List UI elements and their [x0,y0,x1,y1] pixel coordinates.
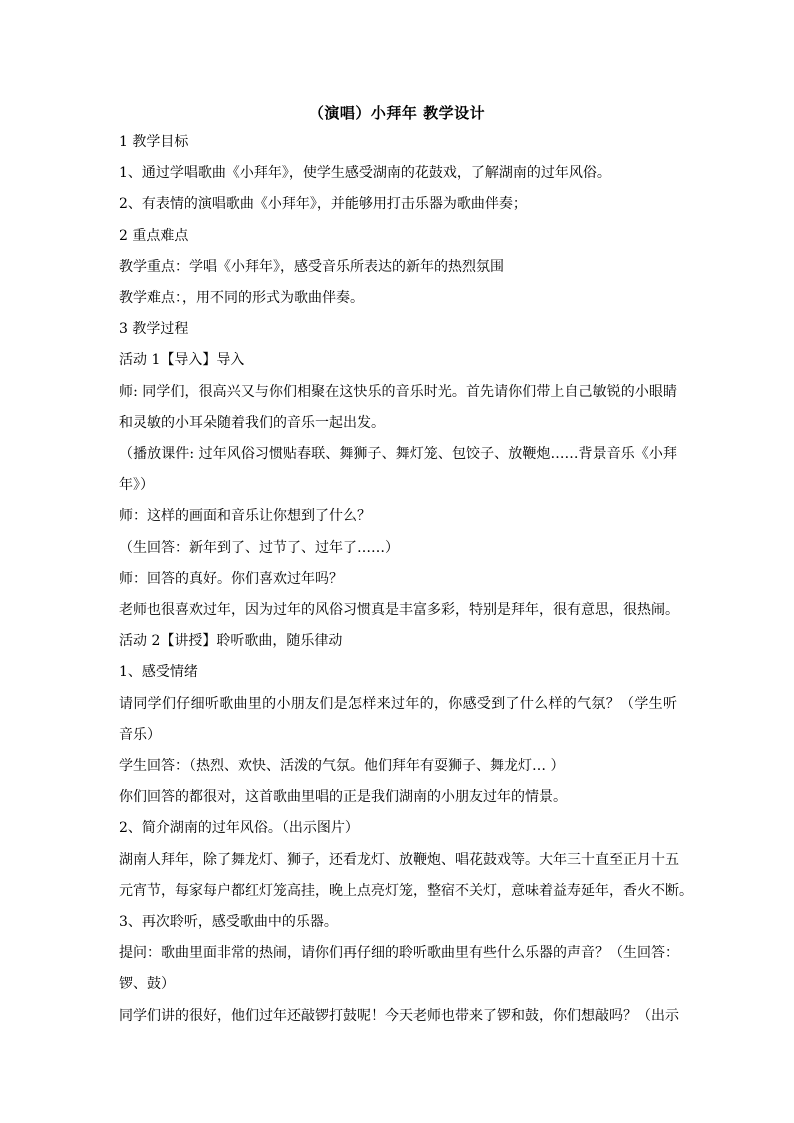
paragraph-line: 2、有表情的演唱歌曲《小拜年》，并能够用打击乐器为歌曲伴奏； [119,196,527,213]
paragraph-line: 1、感受情绪 [119,664,198,681]
paragraph-line: 师：这样的画面和音乐让你想到了什么？ [119,508,371,525]
paragraph-line: 师: 同学们，很高兴又与你们相聚在这快乐的音乐时光。首先请你们带上自己敏锐的小眼睛 [119,383,677,400]
paragraph-line: （播放课件: 过年风俗习惯贴春联、舞狮子、舞灯笼、包饺子、放鞭炮……背景音乐《小拜 [119,446,677,463]
paragraph-line: 锣、鼓） [119,976,175,993]
paragraph-line: 元宵节，每家每户都红灯笼高挂，晚上点亮灯笼，整宿不关灯，意味着益寿延年，香火不断。 [119,882,693,899]
section-heading-process: 3 教学过程 [119,321,189,338]
paragraph-line: 提问：歌曲里面非常的热闹，请你们再仔细的聆听歌曲里有些什么乐器的声音？（生回答： [119,945,679,962]
paragraph-line: 老师也很喜欢过年，因为过年的风俗习惯真是丰富多彩，特别是拜年，很有意思，很热闹。 [119,602,679,619]
paragraph-line: 和灵敏的小耳朵随着我们的音乐一起出发。 [119,414,385,431]
activity-heading: 活动 1【导入】导入 [119,352,245,369]
document-body [119,127,693,1032]
paragraph-line: 教学难点：，用不同的形式为歌曲伴奏。 [119,290,364,307]
paragraph-line: 音乐） [119,726,161,743]
paragraph-line: 2、简介湖南的过年风俗。（出示图片） [119,820,359,837]
document-title: （演唱）小拜年 教学设计 [308,104,486,122]
section-heading-objectives: 1 教学目标 [119,134,189,150]
paragraph-line: 教学重点：学唱《小拜年》，感受音乐所表达的新年的热烈氛围 [119,258,504,275]
paragraph-line: 学生回答：（热烈、欢快、活泼的气氛。他们拜年有耍狮子、舞龙灯… ） [119,758,565,775]
paragraph-line: 同学们讲的很好，他们过年还敲锣打鼓呢！今天老师也带来了锣和鼓，你们想敲吗？（出示 [119,1007,679,1024]
paragraph-line: 你们回答的都很对，这首歌曲里唱的正是我们湖南的小朋友过年的情景。 [119,789,567,806]
paragraph-line: 年》） [119,477,154,494]
paragraph-line: 师：回答的真好。你们喜欢过年吗？ [119,570,343,587]
paragraph-line: 湖南人拜年，除了舞龙灯、狮子，还看龙灯、放鞭炮、唱花鼓戏等。大年三十直至正月十五 [119,851,679,868]
section-heading-key-points: 2 重点难点 [119,227,189,244]
paragraph-line: 3、再次聆听，感受歌曲中的乐器。 [119,914,338,931]
paragraph-line: （生回答：新年到了、过节了、过年了……） [119,539,399,556]
activity-heading: 活动 2【讲授】聆听歌曲，随乐律动 [119,633,343,650]
paragraph-line: 请同学们仔细听歌曲里的小朋友们是怎样来过年的，你感受到了什么样的气氛？（学生听 [119,695,677,712]
paragraph-line: 1、通过学唱歌曲《小拜年》，使学生感受湖南的花鼓戏，了解湖南的过年风俗。 [119,165,611,182]
